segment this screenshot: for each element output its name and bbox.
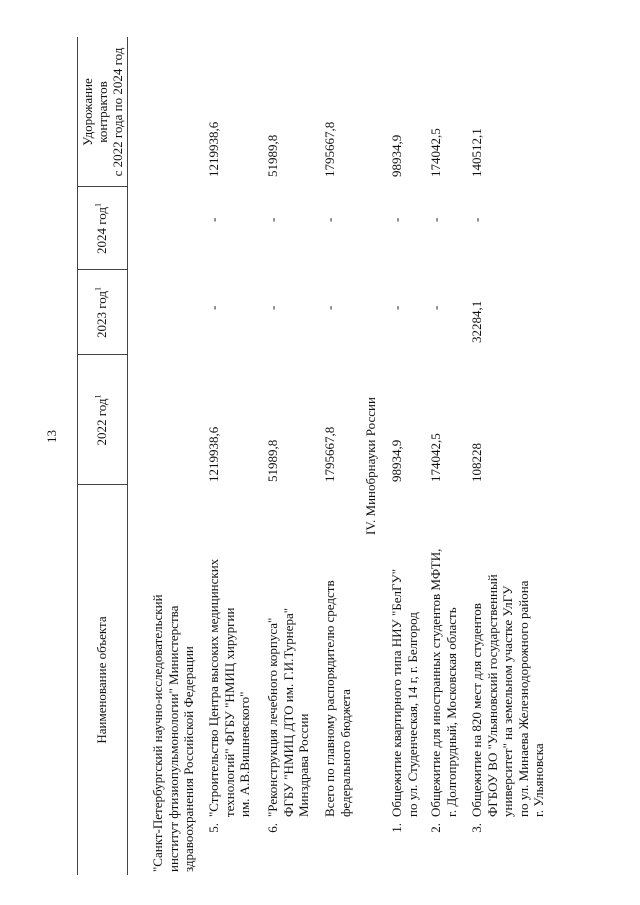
value-2024: - [428, 217, 443, 222]
value-2022: 1219938,6 [206, 426, 221, 482]
row-number: 3. [469, 823, 484, 833]
page-number: 13 [44, 430, 59, 443]
value-cost-increase: 98934,9 [389, 134, 404, 177]
value-2023: - [322, 305, 337, 310]
value-2022: 98934,9 [389, 439, 404, 482]
value-2022: 174042,5 [428, 433, 443, 482]
table-top-border [77, 37, 78, 875]
header-2023: 2023 год$^1$ [93, 287, 109, 338]
row-object-name: Общежитие для иностранных студентов МФТИ, г. Долгопрудный, Московская область [428, 548, 459, 817]
row-number: 5. [206, 823, 221, 833]
value-2023: - [206, 305, 221, 310]
row-number: 2. [428, 823, 443, 833]
row-number: 1. [389, 823, 404, 833]
value-2023: - [428, 305, 443, 310]
value-2024: - [265, 217, 280, 222]
value-2024: - [469, 217, 484, 222]
row-number: 6. [265, 823, 280, 833]
header-cost-increase: Удорожание контрактов с 2022 года по 2024 год [80, 47, 125, 177]
row-object-name: "Реконструкция лечебного корпуса" ФГБУ "НМИЦ ДТО им. Г.И.Турнера" Минздрава России [265, 607, 311, 817]
value-cost-increase: 51989,8 [265, 134, 280, 177]
value-2024: - [206, 217, 221, 222]
value-2023: - [265, 305, 280, 310]
value-2022: 1795667,8 [322, 426, 337, 482]
value-2023: 32284,1 [469, 300, 484, 343]
value-2023: - [389, 305, 404, 310]
value-cost-increase: 140512,1 [469, 128, 484, 177]
value-cost-increase: 1795667,8 [322, 121, 337, 177]
row-object-name: "Строительство Центра высоких медицинских технологий" ФГБУ "НМИЦ хирургии им. А.В.Вишневского" [206, 558, 252, 817]
header-object-name: Наименование объекта [94, 616, 109, 744]
row-object-name: Общежитие квартирного типа НИУ "БелГУ" по ул. Студенческая, 14 г, г. Белгород [389, 568, 420, 817]
table-header-bottom-border [127, 37, 128, 875]
row-object-name: "Санкт-Петербургский научно-исследовательский институт фтизиопульмонологии" Министерства здравоохранения Российской Федерации [150, 594, 196, 872]
section-title: IV. Минобрнауки России [363, 397, 378, 535]
value-cost-increase: 1219938,6 [206, 121, 221, 177]
row-object-name: Общежитие на 820 мест для студентов ФГБОУ ВО "Ульяновский государственный университет" на земельном участке УлГУ по ул. Минаева Железнодорожного района г. Ульяновска [469, 574, 546, 817]
header-2022: 2022 год$^1$ [93, 394, 109, 446]
value-2022: 51989,8 [265, 439, 280, 482]
value-cost-increase: 174042,5 [428, 128, 443, 177]
value-2022: 108228 [469, 443, 484, 482]
value-2024: - [389, 217, 404, 222]
value-2024: - [322, 217, 337, 222]
row-object-name: Всего по главному распорядителю средств федерального бюджета [322, 580, 353, 817]
header-2024: 2024 год$^1$ [93, 203, 109, 254]
